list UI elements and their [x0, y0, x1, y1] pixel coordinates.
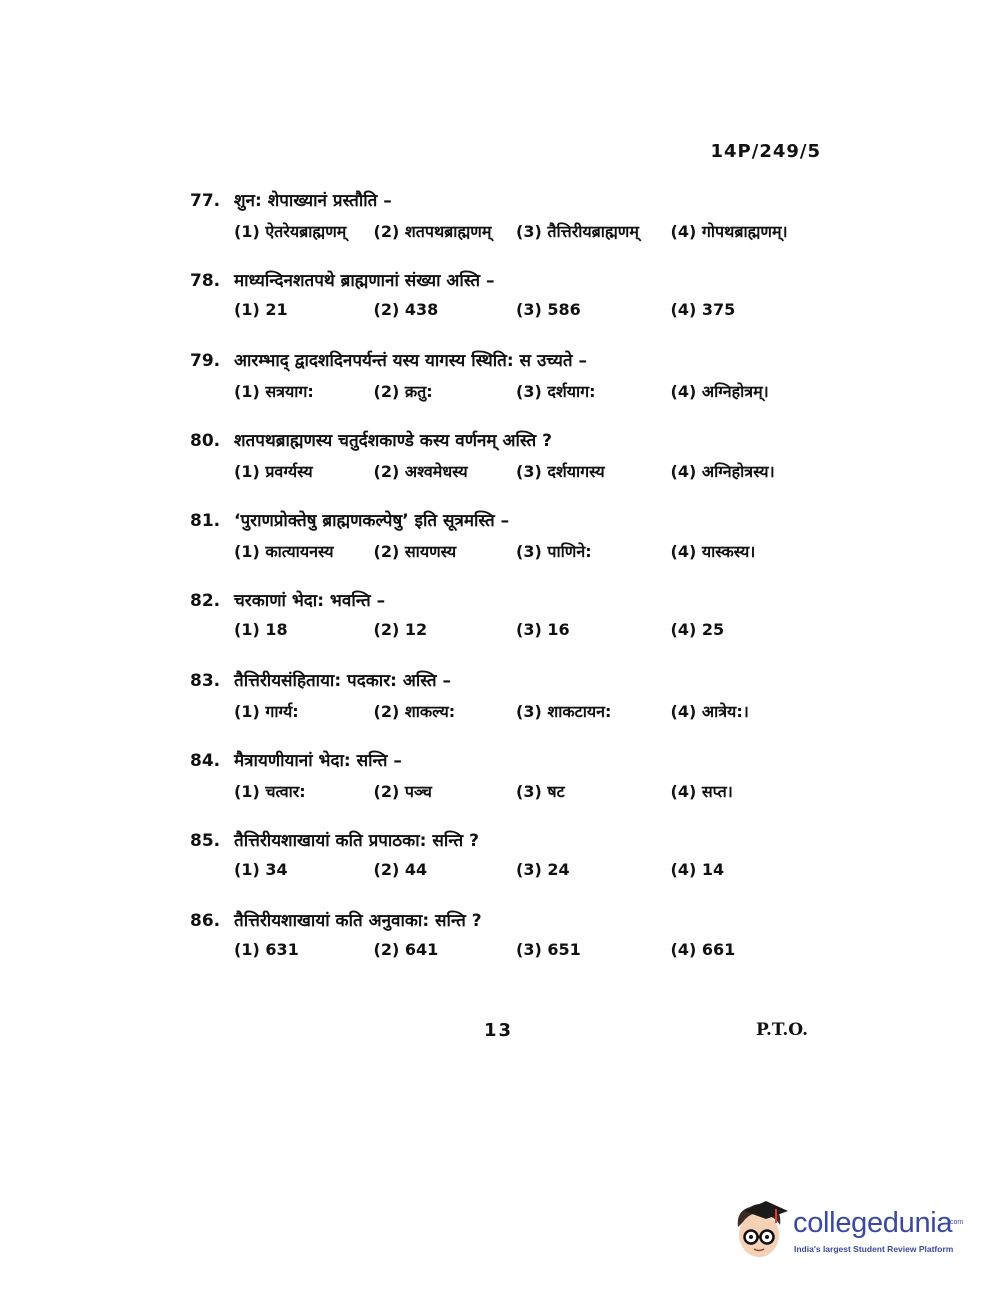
option-4: (4) अग्निहोत्रस्य। — [670, 462, 775, 481]
pto-label: P.T.O. — [756, 1020, 808, 1040]
option-3: (3) दर्शयाग: — [516, 382, 596, 401]
option-2: (2) शतपथब्राह्मणम् — [373, 222, 492, 241]
option-1: (1) कात्यायनस्य — [234, 542, 334, 561]
question-text: माध्यन्दिनशतपथे ब्राह्मणानां संख्या अस्ति – — [234, 271, 495, 291]
logo-wordmark: collegedunia — [793, 1207, 953, 1239]
option-2: (2) क्रतु: — [373, 382, 433, 401]
mascot-icon — [730, 1197, 790, 1267]
option-4: (4) सप्त। — [670, 782, 733, 801]
options-row — [190, 780, 830, 802]
question-number: 82. — [190, 591, 221, 611]
question-number: 77. — [190, 191, 221, 211]
question-line — [190, 348, 830, 374]
question-number: 84. — [190, 751, 221, 771]
option-1: (1) ऐतरेयब्राह्मणम् — [234, 222, 347, 241]
option-3: (3) 16 — [516, 620, 570, 639]
option-1: (1) 18 — [234, 620, 288, 639]
option-4: (4) अग्निहोत्रम्। — [670, 382, 769, 401]
options-row — [190, 700, 830, 722]
option-3: (3) 586 — [516, 300, 581, 319]
option-1: (1) प्रवर्ग्यस्य — [234, 462, 313, 481]
question-item — [190, 348, 830, 428]
option-1: (1) चत्वार: — [234, 782, 306, 801]
option-4: (4) आत्रेय:। — [670, 702, 749, 721]
paper-code: 14P/249/5 — [710, 141, 821, 162]
question-number: 81. — [190, 511, 221, 531]
question-text: ‘पुराणप्रोक्तेषु ब्राह्मणकल्पेषु’ इति सूत्रमस्ति – — [234, 511, 510, 531]
options-row — [190, 860, 830, 879]
question-line — [190, 748, 830, 774]
question-text: शतपथब्राह्मणस्य चतुर्दशकाण्डे कस्य वर्णनम् अस्ति ? — [234, 431, 552, 451]
question-text: तैत्तिरीयसंहिताया: पदकार: अस्ति – — [234, 671, 451, 691]
question-line — [190, 668, 830, 694]
question-text: आरम्भाद् द्वादशदिनपर्यन्तं यस्य यागस्य स्थिति: स उच्यते – — [234, 351, 587, 371]
question-text: शुन: शेपाख्यानं प्रस्तौति – — [234, 191, 392, 211]
question-item — [190, 668, 830, 748]
question-item — [190, 268, 830, 348]
option-1: (1) 34 — [234, 860, 288, 879]
option-3: (3) पाणिने: — [516, 542, 592, 561]
option-4: (4) 14 — [670, 860, 725, 879]
option-2: (2) 438 — [373, 300, 439, 319]
options-row — [190, 940, 830, 959]
question-line — [190, 508, 830, 534]
question-line — [190, 908, 830, 934]
option-2: (2) 12 — [373, 620, 428, 639]
option-2: (2) 44 — [373, 860, 428, 879]
option-4: (4) 375 — [670, 300, 736, 319]
collegedunia-logo — [730, 1197, 970, 1267]
question-text: तैत्तिरीयशाखायां कति प्रपाठका: सन्ति ? — [234, 831, 479, 851]
option-1: (1) 631 — [234, 940, 299, 959]
options-row — [190, 540, 830, 562]
option-3: (3) दर्शयागस्य — [516, 462, 605, 481]
question-line — [190, 828, 830, 854]
option-3: (3) शाकटायन: — [516, 702, 612, 721]
question-number: 80. — [190, 431, 221, 451]
question-number: 78. — [190, 271, 221, 291]
option-1: (1) सत्रयाग: — [234, 382, 314, 401]
options-row — [190, 220, 830, 242]
option-4: (4) 661 — [670, 940, 736, 959]
logo-dotcom: .com — [948, 1219, 964, 1226]
question-line — [190, 188, 830, 214]
question-text: तैत्तिरीयशाखायां कति अनुवाका: सन्ति ? — [234, 911, 482, 931]
option-4: (4) यास्कस्य। — [670, 542, 756, 561]
question-item — [190, 428, 830, 508]
option-2: (2) पञ्च — [373, 782, 432, 801]
option-2: (2) सायणस्य — [373, 542, 457, 561]
question-line — [190, 588, 830, 614]
option-1: (1) 21 — [234, 300, 288, 319]
option-3: (3) 651 — [516, 940, 581, 959]
option-3: (3) तैत्तिरीयब्राह्मणम् — [516, 222, 639, 241]
question-number: 86. — [190, 911, 221, 931]
options-row — [190, 380, 830, 402]
question-number: 83. — [190, 671, 221, 691]
option-2: (2) 641 — [373, 940, 439, 959]
option-4: (4) गोपथब्राह्मणम्। — [670, 222, 788, 241]
question-line — [190, 428, 830, 454]
logo-tagline: India's largest Student Review Platform — [794, 1244, 954, 1254]
question-item — [190, 748, 830, 828]
option-4: (4) 25 — [670, 620, 725, 639]
question-number: 85. — [190, 831, 221, 851]
question-item — [190, 508, 830, 588]
option-2: (2) शाकल्य: — [373, 702, 456, 721]
options-row — [190, 300, 830, 319]
options-row — [190, 620, 830, 639]
question-item — [190, 828, 830, 908]
option-2: (2) अश्वमेधस्य — [373, 462, 468, 481]
page-number: 13 — [484, 1020, 514, 1041]
question-item — [190, 908, 830, 988]
option-3: (3) 24 — [516, 860, 570, 879]
question-number: 79. — [190, 351, 221, 371]
question-text: मैत्रायणीयानां भेदा: सन्ति – — [234, 751, 402, 771]
question-line — [190, 268, 830, 294]
question-item — [190, 588, 830, 668]
question-list — [190, 188, 830, 988]
question-item — [190, 188, 830, 268]
option-3: (3) षट — [516, 782, 565, 801]
options-row — [190, 460, 830, 482]
question-text: चरकाणां भेदा: भवन्ति – — [234, 591, 386, 611]
option-1: (1) गार्ग्य: — [234, 702, 299, 721]
